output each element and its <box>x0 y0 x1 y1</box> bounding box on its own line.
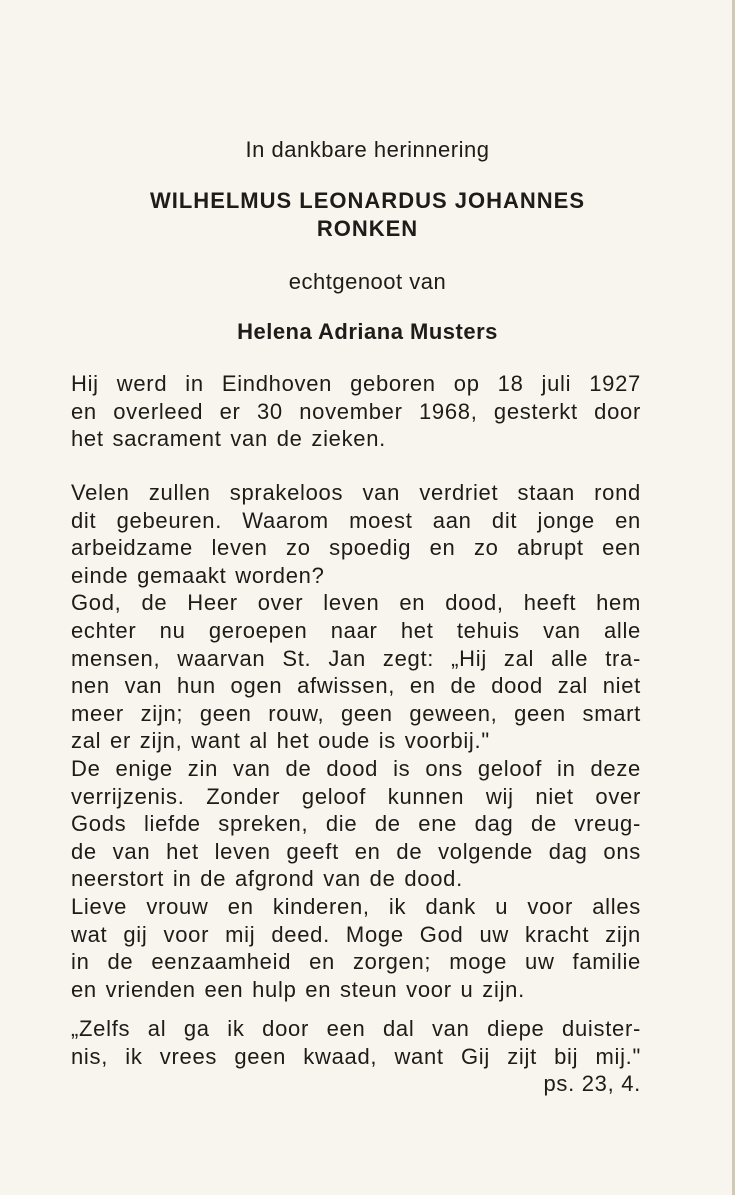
text-line: dit gebeuren. Waarom moest aan dit jonge en <box>71 507 641 533</box>
reflection-paragraph <box>71 479 641 1003</box>
text-line: en overleed er 30 november 1968, gesterkt door <box>71 398 641 424</box>
text-line: zal er zijn, want al het oude is voorbij." <box>71 728 490 754</box>
text-line: de van het leven geeft en de volgende dag ons <box>71 838 641 864</box>
text-line: wat gij voor mij deed. Moge God uw kracht zijn <box>71 921 641 947</box>
text-line: God, de Heer over leven en dood, heeft hem <box>71 590 641 616</box>
text-line: Gods liefde spreken, die de ene dag de vreug- <box>71 811 641 837</box>
text-line: en vrienden een hulp en steun voor u zijn. <box>71 976 525 1002</box>
text-line: Lieve vrouw en kinderen, ik dank u voor alles <box>71 893 641 919</box>
intro-heading: In dankbare herinnering <box>245 137 490 162</box>
text-line: in de eenzaamheid en zorgen; moge uw familie <box>71 949 641 975</box>
text-line: De enige zin van de dood is ons geloof in deze <box>71 755 641 781</box>
text-line: nis, ik vrees geen kwaad, want Gij zijt bij mij." <box>71 1043 641 1069</box>
text-line: neerstort in de afgrond van de dood. <box>71 866 463 892</box>
spouse-name: Helena Adriana Musters <box>237 319 498 344</box>
quote-reference: ps. 23, 4. <box>543 1071 641 1096</box>
psalm-quote <box>71 1015 641 1070</box>
text-line: Hij werd in Eindhoven geboren op 18 juli 1927 <box>71 371 641 396</box>
deceased-name <box>0 187 735 243</box>
text-line: echter nu geroepen naar het tehuis van alle <box>71 617 641 643</box>
text-line: Velen zullen sprakeloos van verdriet staan rond <box>71 480 641 505</box>
text-line: meer zijn; geen rouw, geen geween, geen smart <box>71 700 641 726</box>
name-line-1: WILHELMUS LEONARDUS JOHANNES <box>149 188 585 213</box>
birth-death-paragraph <box>71 370 641 453</box>
text-line: arbeidzame leven zo spoedig en zo abrupt een <box>71 535 641 561</box>
text-line: einde gemaakt worden? <box>71 562 325 588</box>
text-line: het sacrament van de zieken. <box>71 426 386 452</box>
text-line: nen van hun ogen afwissen, en de dood zal niet <box>71 673 641 699</box>
text-line: mensen, waarvan St. Jan zegt: „Hij zal alle tra- <box>71 645 641 671</box>
spouse-label: echtgenoot van <box>288 269 447 294</box>
text-line: verrijzenis. Zonder geloof kunnen wij niet over <box>71 783 641 809</box>
text-line: „Zelfs al ga ik door een dal van diepe duister- <box>71 1016 641 1041</box>
name-line-2: RONKEN <box>316 216 419 241</box>
